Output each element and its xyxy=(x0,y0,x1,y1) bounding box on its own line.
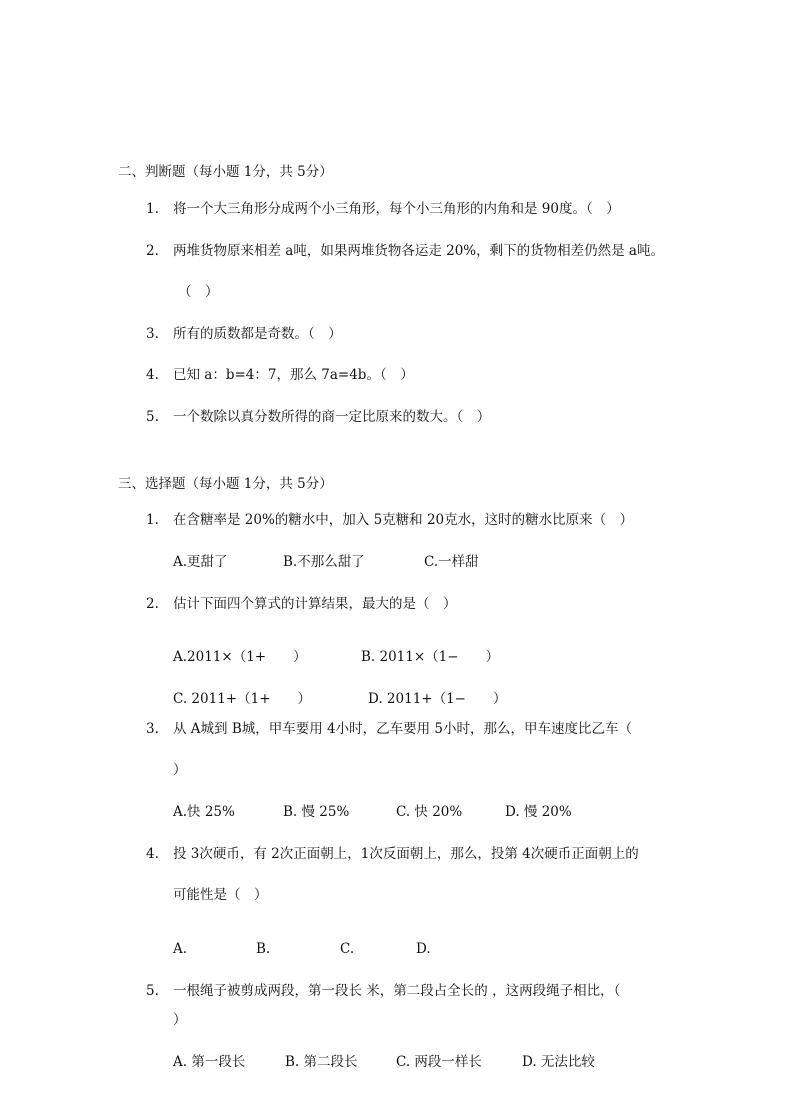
section-heading-choice: 三、选择题（每小题 1分，共 5分） xyxy=(118,476,333,492)
option-b: B.不那么甜了 xyxy=(283,554,365,570)
question-text: 一个数除以真分数所得的商一定比原来的数大。（ ） xyxy=(173,409,491,425)
option-c: C. xyxy=(340,941,355,957)
option-d: D. 2011+（1− ） xyxy=(368,691,507,707)
answer-blank: （ ） xyxy=(178,284,219,300)
question-text: 已知 a：b=4：7，那么 7a=4b。（ ） xyxy=(173,367,414,383)
question-text: 一根绳子被剪成两段，第一段长 米，第二段占全长的 ，这两段绳子相比，（ xyxy=(173,983,621,999)
question-number: 1. xyxy=(146,512,159,528)
question-text: 两堆货物原来相差 a吨，如果两堆货物各运走 20%，剩下的货物相差仍然是 a吨。 xyxy=(173,243,664,259)
option-a: A.快 25% xyxy=(173,804,235,820)
option-d: D. 无法比较 xyxy=(522,1054,595,1070)
option-c: C.一样甜 xyxy=(424,554,479,570)
option-d: D. xyxy=(416,941,431,957)
option-c: C. 两段一样长 xyxy=(396,1054,482,1070)
question-number: 4. xyxy=(146,367,159,383)
question-text: 在含糖率是 20%的糖水中，加入 5克糖和 20克水，这时的糖水比原来（ ） xyxy=(173,512,634,528)
option-b: B. 2011×（1− ） xyxy=(361,649,500,665)
question-number: 3. xyxy=(146,326,159,342)
option-c: C. 快 20% xyxy=(396,804,463,820)
option-d: D. 慢 20% xyxy=(505,804,572,820)
question-text: 投 3次硬币，有 2次正面朝上，1次反面朝上，那么，投第 4次硬币正面朝上的 xyxy=(173,846,639,862)
question-number: 1. xyxy=(146,201,159,217)
section-heading-judgement: 二、判断题（每小题 1分，共 5分） xyxy=(118,164,333,180)
question-text: 所有的质数都是奇数。（ ） xyxy=(173,326,342,342)
question-number: 2. xyxy=(146,596,159,612)
option-b: B. 第二段长 xyxy=(285,1054,358,1070)
option-a: A. 第一段长 xyxy=(173,1054,246,1070)
question-text: 从 A城到 B城，甲车要用 4小时，乙车要用 5小时，那么，甲车速度比乙车（ xyxy=(173,721,633,737)
question-text: 将一个大三角形分成两个小三角形，每个小三角形的内角和是 90度。（ ） xyxy=(173,201,620,217)
option-a: A. xyxy=(173,941,188,957)
question-number: 5. xyxy=(146,983,159,999)
option-b: B. 慢 25% xyxy=(283,804,350,820)
question-number: 3. xyxy=(146,721,159,737)
option-c: C. 2011+（1+ ） xyxy=(173,691,311,707)
question-text: 估计下面四个算式的计算结果，最大的是（ ） xyxy=(173,596,457,612)
question-number: 2. xyxy=(146,243,159,259)
option-a: A.2011×（1+ ） xyxy=(173,649,307,665)
question-continuation: ） xyxy=(173,762,187,778)
option-b: B. xyxy=(256,941,271,957)
question-number: 4. xyxy=(146,846,159,862)
option-a: A.更甜了 xyxy=(173,554,228,570)
question-continuation: ） xyxy=(173,1012,187,1028)
question-number: 5. xyxy=(146,409,159,425)
question-continuation: 可能性是（ ） xyxy=(173,887,268,903)
